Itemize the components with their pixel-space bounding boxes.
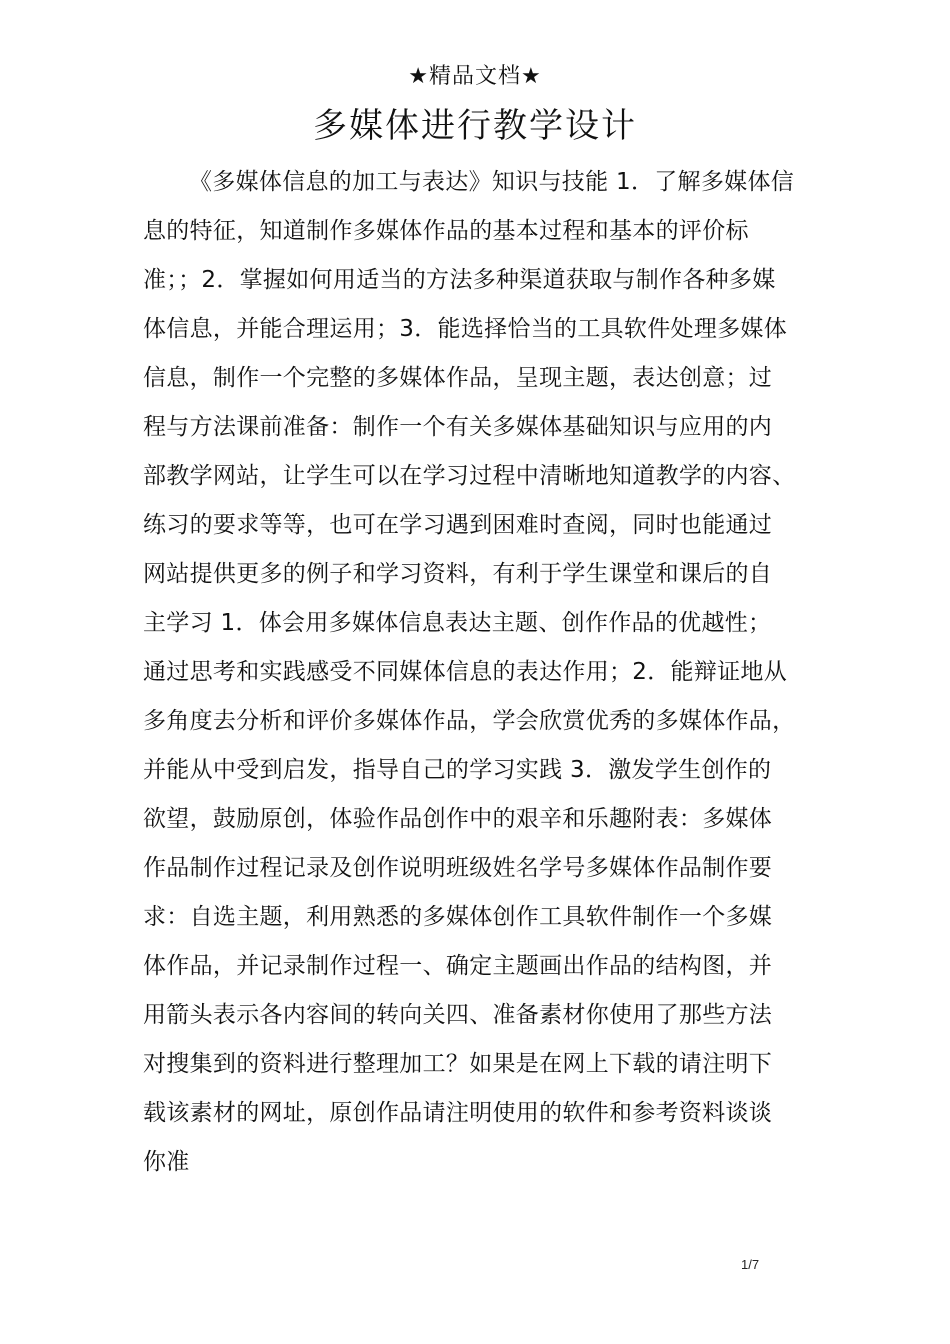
document-title: 多媒体进行教学设计	[313, 106, 637, 146]
page-number: 1/7	[741, 1257, 760, 1272]
text-line: 求：自选主题，利用熟悉的多媒体创作工具软件制作一个多媒	[143, 904, 773, 930]
text-line: 用箭头表示各内容间的转向关四、准备素材你使用了那些方法	[143, 1002, 773, 1028]
text-line: 准；；2．掌握如何用适当的方法多种渠道获取与制作各种多媒	[143, 267, 776, 293]
text-line: 体作品，并记录制作过程一、确定主题画出作品的结构图，并	[143, 953, 773, 979]
text-line: 《多媒体信息的加工与表达》知识与技能 1．了解多媒体信	[189, 169, 795, 195]
text-line: 通过思考和实践感受不同媒体信息的表达作用；2．能辩证地从	[143, 659, 788, 685]
text-line: 练习的要求等等，也可在学习遇到困难时查阅，同时也能通过	[143, 512, 773, 538]
text-line: 作品制作过程记录及创作说明班级姓名学号多媒体作品制作要	[143, 855, 773, 881]
text-line: 息的特征，知道制作多媒体作品的基本过程和基本的评价标	[143, 218, 749, 244]
text-line: 并能从中受到启发，指导自己的学习实践 3．激发学生创作的	[143, 757, 772, 783]
text-line: 网站提供更多的例子和学习资料，有利于学生课堂和课后的自	[143, 561, 773, 587]
body-text	[143, 158, 815, 1187]
text-line: 主学习 1．体会用多媒体信息表达主题、创作作品的优越性；	[143, 610, 772, 636]
text-line: 程与方法课前准备：制作一个有关多媒体基础知识与应用的内	[143, 414, 773, 440]
text-line: 部教学网站，让学生可以在学习过程中清晰地知道教学的内容、	[143, 463, 796, 489]
text-line: 欲望，鼓励原创，体验作品创作中的艰辛和乐趣附表：多媒体	[143, 806, 773, 832]
text-line: 载该素材的网址，原创作品请注明使用的软件和参考资料谈谈	[143, 1100, 773, 1126]
text-line: 体信息，并能合理运用；3．能选择恰当的工具软件处理多媒体	[143, 316, 788, 342]
text-line: 多角度去分析和评价多媒体作品，学会欣赏优秀的多媒体作品，	[143, 708, 796, 734]
text-line: 对搜集到的资料进行整理加工？如果是在网上下载的请注明下	[143, 1051, 773, 1077]
text-line: 信息，制作一个完整的多媒体作品，呈现主题，表达创意；过	[143, 365, 773, 391]
text-line: 你准	[143, 1149, 190, 1175]
header-tag: ★精品文档★	[408, 64, 542, 89]
